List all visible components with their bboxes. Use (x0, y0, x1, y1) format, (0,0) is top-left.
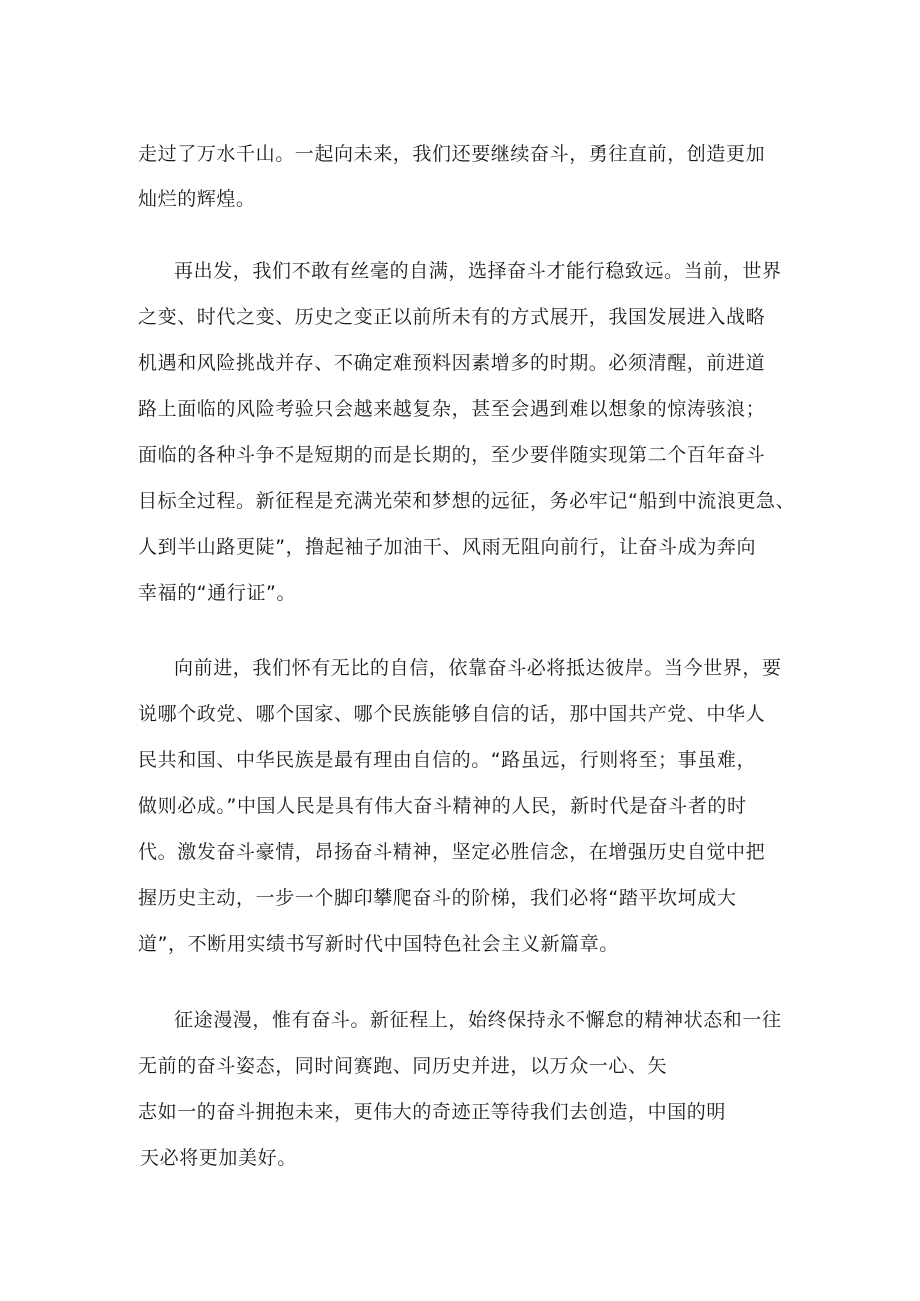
paragraph-2-line-7: 人到半山路更陡”，撸起袖子加油干、风雨无阻向前行，让奋斗成为奔向 (138, 536, 757, 558)
paragraph-4-line-2: 无前的奋斗姿态，同时间赛跑、同历史并进，以万众一心、矢 (138, 1055, 668, 1077)
paragraph-1-line-2: 灿烂的辉煌。 (138, 188, 256, 210)
paragraph-2-line-8: 幸福的“通行证”。 (138, 582, 297, 604)
paragraph-3-line-4: 做则必成。”中国人民是具有伟大奋斗精神的人民，新时代是奋斗者的时 (138, 795, 747, 817)
paragraph-1-line-1: 走过了万水千山。一起向未来，我们还要继续奋斗，勇往直前，创造更加 (138, 143, 766, 165)
paragraph-4-line-1: 征途漫漫，惟有奋斗。新征程上，始终保持永不懈怠的精神状态和一往 (174, 1009, 782, 1031)
paragraph-2-line-6: 目标全过程。新征程是充满光荣和梦想的远征，务必牢记“船到中流浪更急、 (138, 490, 796, 512)
paragraph-2-line-4: 路上面临的风险考验只会越来越复杂，甚至会遇到难以想象的惊涛骇浪； (138, 398, 766, 420)
paragraph-2-line-2: 之变、时代之变、历史之变正以前所未有的方式展开，我国发展进入战略 (138, 306, 766, 328)
paragraph-3-line-1: 向前进，我们怀有无比的自信，依靠奋斗必将抵达彼岸。当今世界，要 (174, 657, 782, 679)
paragraph-4-line-3: 志如一的奋斗拥抱未来，更伟大的奇迹正等待我们去创造，中国的明 (138, 1101, 727, 1123)
paragraph-3-line-7: 道”，不断用实绩书写新时代中国特色社会主义新篇章。 (138, 933, 619, 955)
paragraph-2-line-5: 面临的各种斗争不是短期的而是长期的，至少要伴随实现第二个百年奋斗 (138, 444, 766, 466)
paragraph-2-line-1: 再出发，我们不敢有丝毫的自满，选择奋斗才能行稳致远。当前，世界 (174, 260, 782, 282)
paragraph-2-line-3: 机遇和风险挑战并存、不确定难预料因素增多的时期。必须清醒，前进道 (138, 352, 766, 374)
paragraph-3-line-3: 民共和国、中华民族是最有理由自信的。“路虽远，行则将至；事虽难， (138, 749, 757, 771)
paragraph-4-line-4: 天必将更加美好。 (140, 1147, 297, 1169)
paragraph-3-line-2: 说哪个政党、哪个国家、哪个民族能够自信的话，那中国共产党、中华人 (138, 703, 766, 725)
paragraph-3-line-5: 代。激发奋斗豪情，昂扬奋斗精神，坚定必胜信念，在增强历史自觉中把 (138, 841, 766, 863)
paragraph-3-line-6: 握历史主动，一步一个脚印攀爬奋斗的阶梯，我们必将“踏平坎坷成大 (138, 887, 737, 909)
